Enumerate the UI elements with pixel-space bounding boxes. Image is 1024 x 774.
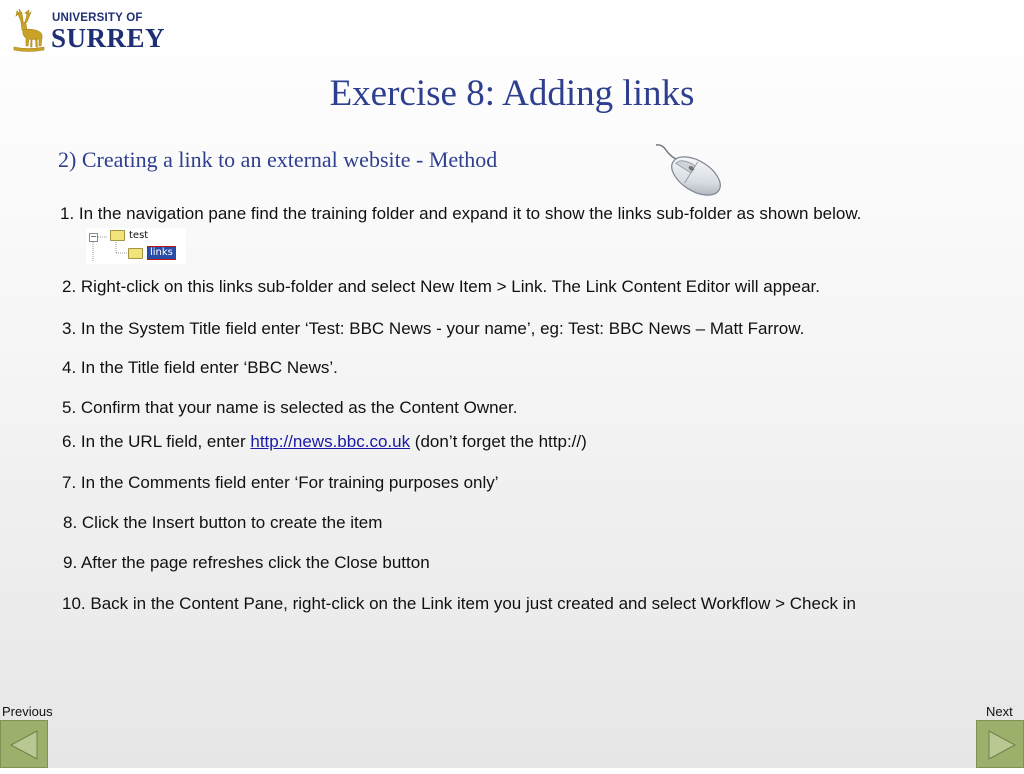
- tree-node-links-label: links: [147, 246, 176, 260]
- logo-text-line2: SURREY: [51, 23, 166, 53]
- tree-lines: [86, 228, 186, 264]
- step-3: 3. In the System Title field enter ‘Test: BBC News - your name’, eg: Test: BBC News – Matt Farrow.: [62, 319, 805, 338]
- step-6-text-after: (don’t forget the http://): [410, 432, 587, 451]
- collapse-icon: −: [90, 232, 97, 241]
- step-1: 1. In the navigation pane find the training folder and expand it to show the links sub-folder as shown below.: [60, 204, 862, 223]
- slide-subtitle: 2) Creating a link to an external website - Method: [58, 147, 498, 172]
- next-button[interactable]: [976, 720, 1024, 768]
- folder-tree-screenshot: [86, 228, 186, 264]
- step-2: 2. Right-click on this links sub-folder and select New Item > Link. The Link Content Editor will appear.: [62, 277, 820, 296]
- step-10: 10. Back in the Content Pane, right-click on the Link item you just created and select Workflow > Check in: [62, 594, 856, 613]
- previous-label: Previous: [2, 704, 53, 719]
- next-label: Next: [986, 704, 1013, 719]
- step-6: [62, 432, 587, 452]
- bbc-news-link[interactable]: http://news.bbc.co.uk: [250, 432, 411, 451]
- stag-icon: [8, 8, 48, 54]
- step-6-text-before: 6. In the URL field, enter: [62, 432, 251, 451]
- computer-mouse-icon: [652, 142, 726, 198]
- triangle-right-icon: [977, 721, 1024, 769]
- logo-text-line1: UNIVERSITY OF: [52, 12, 143, 24]
- university-logo: [8, 8, 168, 58]
- previous-button[interactable]: [0, 720, 48, 768]
- step-9: 9. After the page refreshes click the Close button: [63, 553, 430, 572]
- triangle-left-icon: [1, 721, 49, 769]
- step-5: 5. Confirm that your name is selected as the Content Owner.: [62, 398, 518, 417]
- step-4: 4. In the Title field enter ‘BBC News’.: [62, 358, 338, 377]
- tree-node-test-label: test: [129, 230, 149, 241]
- step-7: 7. In the Comments field enter ‘For training purposes only’: [62, 473, 499, 492]
- step-8: 8. Click the Insert button to create the item: [63, 513, 383, 532]
- slide-title: Exercise 8: Adding links: [329, 73, 695, 114]
